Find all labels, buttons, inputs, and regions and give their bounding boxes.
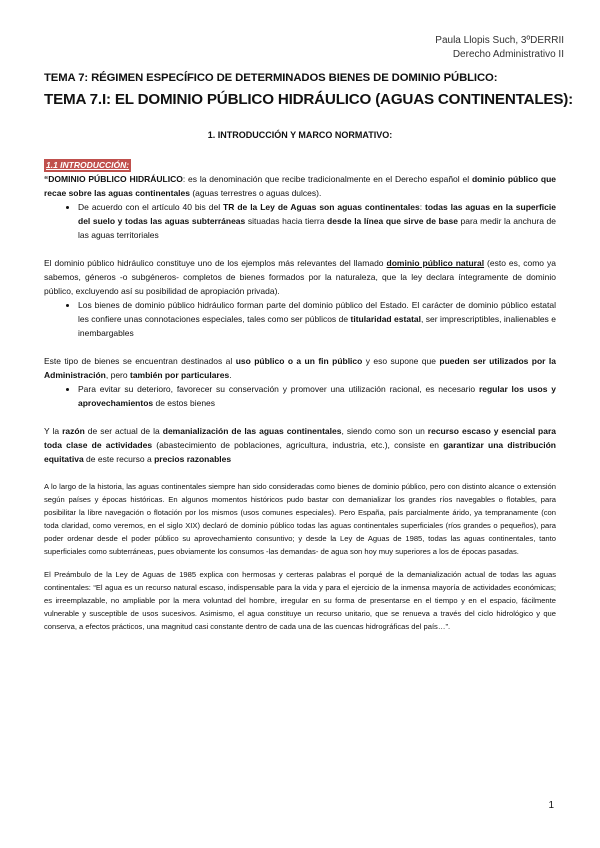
tema7-1-title: TEMA 7.I: EL DOMINIO PÚBLICO HIDRÁULICO (AGUAS CONTINENTALES):: [44, 91, 573, 108]
text-span: de estos bienes: [153, 398, 216, 408]
paragraph-historia: A lo largo de la historia, las aguas continentales siempre han sido consideradas como bienes de dominio público, pero con distinto alcance o extensión según países y épocas históricas. En algunos momentos históricos pudo bastar con demanializar los grandes ríos navegables o flotables, para posibilitar la libre navegación o flotación por los mismos (usos comunes especiales). Pero España, país parcialmente árido, ya tempranamente (con toda claridad, como veremos, en el siglo XIX) declaró de dominio público todas las aguas continentales superficiales (ríos grandes o pequeños), para poder ordenar desde el poder público su aprovechamiento consuntivo; y desde la Ley de Aguas de 1985, todas las aguas continentales, tanto superficiales como subterráneas, pues obviamente los consumos -las demandas- de agua son hoy muy superiores a los de épocas pasadas.: [44, 482, 556, 556]
bold-text: precios razonables: [154, 454, 232, 464]
text-span: , siendo como son un: [341, 426, 428, 436]
bold-text: recurso escaso y esencial para toda clase de actividades: [44, 426, 557, 450]
text-span: , pero: [105, 370, 130, 380]
paragraph-razon: [44, 424, 556, 466]
paragraph-dominio-natural: [44, 256, 556, 298]
bold-text: todas las aguas en la superficie del suelo y todas las aguas subterráneas: [78, 202, 556, 226]
underlined-term: dominio público natural: [386, 258, 485, 268]
bold-text: TR de la Ley de Aguas son aguas continentales: [223, 202, 420, 212]
text-span: Este tipo de bienes se encuentran destinados al: [44, 356, 236, 366]
text-span: : es la denominación que recibe tradicionalmente en el Derecho español el: [182, 174, 472, 184]
paragraph-preambulo: El Preámbulo de la Ley de Aguas de 1985 explica con hermosas y certeras palabras el porqué de la demanialización actual de todas las aguas continentales: “El agua es un recurso natural escaso, indispensable para la vida y para el ejercicio de la inmensa mayoría de actividades económicas; es irreemplazable, no ampliable por la mera voluntad del hombre, irregular en su forma de presentarse en el tiempo y en el espacio, fácilmente vulnerable y susceptible de usos sucesivos. Asimismo, el agua constituye un recurso unitario, que se renueva a través del ciclo hidrológico y que conserva, a efectos prácticos, una magnitud casi constante dentro de cada una de las cuencas hidrográficas del país…”.: [44, 570, 556, 631]
bold-text: dominio público que recae sobre las aguas continentales: [44, 174, 556, 198]
bullet-list: [44, 382, 556, 410]
sub-heading: 1.1 INTRODUCCIÓN:: [46, 160, 130, 170]
text-span: de ser actual de la: [84, 426, 163, 436]
bold-text: demanialización de las aguas continentales: [162, 426, 342, 436]
list-item: [78, 298, 556, 340]
text-span: de este recurso a: [83, 454, 155, 464]
text-span: Los bienes de dominio público hidráulico forman parte del dominio público del Estado. El carácter de dominio público estatal les confiere unas connotaciones especiales, tales como ser públicos de: [78, 300, 556, 324]
paragraph-uso-publico: [44, 354, 556, 382]
tema7-title: TEMA 7: RÉGIMEN ESPECÍFICO DE DETERMINADOS BIENES DE DOMINIO PÚBLICO:: [44, 72, 498, 84]
list-item: [78, 200, 556, 242]
course-line: Derecho Administrativo II: [452, 49, 564, 60]
text-span: De acuerdo con el artículo 40 bis del: [78, 202, 224, 212]
text-span: , ser imprescriptibles, inalienables e inembargables: [78, 314, 556, 338]
bold-text: garantizar una distribución equitativa: [44, 440, 556, 464]
text-span: situadas hacia tierra: [245, 216, 328, 226]
text-span: (abastecimiento de poblaciones, agricultura, industria, etc.), consiste en: [152, 440, 444, 450]
document-body: [44, 158, 556, 633]
bold-text: “DOMINIO PÚBLICO HIDRÁULICO: [44, 174, 183, 184]
text-span: El dominio público hidráulico constituye uno de los ejemplos más relevantes del llamado: [44, 258, 387, 268]
bullet-list: [44, 200, 556, 242]
bold-text: titularidad estatal: [350, 314, 421, 324]
text-span: :: [419, 202, 425, 212]
page-header: [435, 34, 564, 62]
text-span: (aguas terrestres o aguas dulces).: [189, 188, 322, 198]
text-span: .: [229, 370, 232, 380]
bold-text: desde la línea que sirve de base: [327, 216, 458, 226]
list-item: [78, 382, 556, 410]
text-span: (esto es, como ya sabemos, géneros -o subgéneros- completos de bienes formados por la naturaleza, que la ley declara íntegramente de dominio público, excluyendo así su posibilidad de apropiación privada).: [44, 258, 556, 296]
paragraph-definition: [44, 172, 556, 200]
text-span: Y la: [44, 426, 63, 436]
section-title: 1. INTRODUCCIÓN Y MARCO NORMATIVO:: [207, 130, 393, 140]
bold-text: razón: [62, 426, 85, 436]
page-number: 1: [548, 800, 554, 811]
bold-text: también por particulares: [129, 370, 230, 380]
bold-text: regular los usos y aprovechamientos: [78, 384, 556, 408]
text-span: y eso supone que: [362, 356, 440, 366]
bullet-list: [44, 298, 556, 340]
bold-text: uso público o a un fin público: [235, 356, 363, 366]
text-span: para medir la anchura de las aguas territoriales: [78, 216, 557, 240]
bold-text: pueden ser utilizados por la Administración: [44, 356, 556, 380]
author-line: Paula Llopis Such, 3ºDERRII: [435, 35, 564, 46]
text-span: Para evitar su deterioro, favorecer su conservación y promover una utilización racional, es necesario: [78, 384, 479, 394]
